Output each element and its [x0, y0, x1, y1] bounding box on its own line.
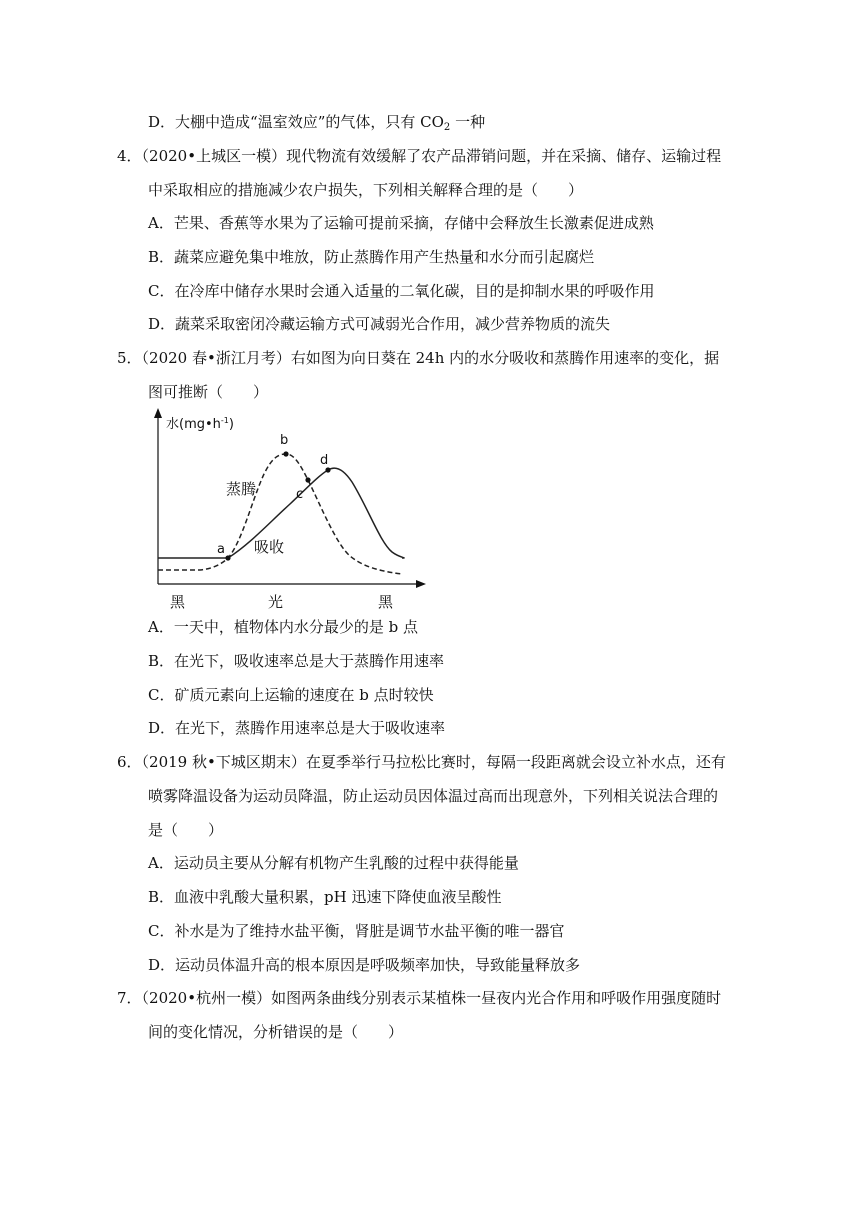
q7-stem-line2: 间的变化情况，分析错误的是（ ）	[148, 1023, 404, 1041]
q4-option-a: A．芒果、香蕉等水果为了运输可提前采摘，存储中会释放生长激素促进成熟	[148, 214, 654, 232]
q5-stem-line1: 5．（2020 春•浙江月考）右如图为向日葵在 24h 内的水分吸收和蒸腾作用速率的变化，据	[117, 349, 720, 367]
water-curve-figure	[140, 404, 430, 614]
co2-subscript: 2	[443, 122, 451, 133]
y-axis-label-close: )	[228, 417, 234, 432]
y-axis-label: 水(mg•h	[166, 417, 221, 432]
svg-text:水(mg•h-1)	[166, 416, 234, 432]
q4-option-d: D．蔬菜采取密闭冷藏运输方式可减弱光合作用，减少营养物质的流失	[148, 315, 611, 333]
point-d-marker	[325, 467, 330, 472]
q3-option-d	[148, 112, 485, 138]
q6-stem-line2: 喷雾降温设备为运动员降温，防止运动员因体温过高而出现意外，下列相关说法合理的	[148, 787, 719, 805]
transpiration-label: 蒸腾	[226, 480, 257, 498]
q5-option-b: B．在光下，吸收速率总是大于蒸腾作用速率	[148, 652, 445, 670]
point-b-label: b	[280, 433, 289, 448]
q5-option-a: A．一天中，植物体内水分最少的是 b 点	[148, 618, 418, 636]
q4-option-b: B．蔬菜应避免集中堆放，防止蒸腾作用产生热量和水分而引起腐烂	[148, 248, 595, 266]
q5-option-c: C．矿质元素向上运输的速度在 b 点时较快	[148, 686, 434, 704]
q6-stem-line1: 6．（2019 秋•下城区期末）在夏季举行马拉松比赛时，每隔一段距离就会设立补水点，还有	[117, 753, 726, 771]
y-axis-label-sup: -1	[220, 416, 229, 425]
x-label-light: 光	[268, 593, 284, 611]
q6-option-b: B．血液中乳酸大量积累，pH 迅速下降使血液呈酸性	[148, 888, 502, 906]
point-c-marker	[305, 477, 310, 482]
q4-stem-line2: 中采取相应的措施减少农户损失，下列相关解释合理的是（ ）	[148, 181, 584, 199]
q3-option-d-text: D．大棚中造成“温室效应”的气体，只有 CO	[148, 113, 444, 131]
q6-stem-line3: 是（ ）	[148, 821, 224, 839]
point-a-marker	[225, 555, 230, 560]
point-c-label: c	[296, 487, 304, 502]
point-a-label: a	[217, 542, 225, 557]
q6-option-d: D．运动员体温升高的根本原因是呼吸频率加快，导致能量释放多	[148, 956, 581, 974]
point-b-marker	[283, 451, 288, 456]
q3-option-d-tail: 一种	[450, 113, 486, 131]
q6-option-a: A．运动员主要从分解有机物产生乳酸的过程中获得能量	[148, 854, 519, 872]
q5-option-d: D．在光下，蒸腾作用速率总是大于吸收速率	[148, 719, 446, 737]
point-d-label: d	[320, 453, 329, 468]
q7-stem-line1: 7．（2020•杭州一模）如图两条曲线分别表示某植株一昼夜内光合作用和呼吸作用强度随时	[117, 989, 722, 1007]
y-axis-arrow	[154, 408, 162, 418]
x-label-dark-left: 黑	[170, 593, 186, 611]
absorption-label: 吸收	[254, 538, 285, 556]
q4-stem-line1: 4．（2020•上城区一模）现代物流有效缓解了农产品滞销问题，并在采摘、储存、运输过程	[117, 147, 722, 165]
q6-option-c: C．补水是为了维持水盐平衡，肾脏是调节水盐平衡的唯一器官	[148, 922, 565, 940]
x-axis-arrow	[416, 580, 426, 588]
x-label-dark-right: 黑	[378, 593, 394, 611]
q4-option-c: C．在冷库中储存水果时会通入适量的二氧化碳，目的是抑制水果的呼吸作用	[148, 282, 655, 300]
q5-stem-line2: 图可推断（ ）	[148, 383, 269, 401]
